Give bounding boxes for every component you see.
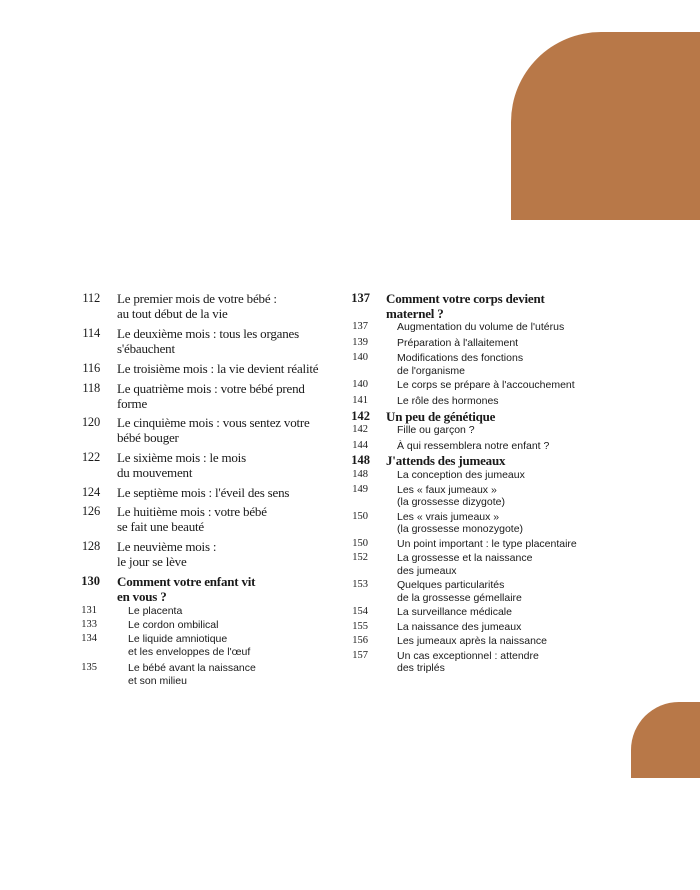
toc-subentry [348, 621, 610, 634]
entry-title-line: Le neuvième mois : [117, 539, 217, 554]
entry-title-line: en vous ? [117, 589, 167, 604]
entry-title [397, 424, 610, 437]
entry-title-line: Le sixième mois : le mois [117, 450, 246, 465]
page-number: 112 [82, 291, 100, 305]
toc-subentry [80, 662, 340, 687]
entry-title [397, 552, 610, 577]
entry-title [397, 484, 610, 509]
entry-title-line: Comment votre enfant vit [117, 574, 256, 589]
page-number: 140 [352, 352, 368, 363]
page-number: 130 [81, 574, 100, 588]
page-number: 150 [352, 537, 368, 549]
toc-subentry [348, 606, 610, 619]
page-number: 131 [81, 605, 97, 616]
entry-title [397, 650, 610, 675]
page-number: 137 [352, 321, 368, 332]
page-number: 135 [81, 662, 97, 673]
entry-title [397, 621, 610, 634]
entry-title [117, 291, 340, 321]
page-number: 133 [81, 618, 97, 630]
toc-entry [80, 450, 340, 480]
toc-subentry [348, 635, 610, 648]
page-number: 128 [81, 539, 100, 553]
toc-section-heading [348, 291, 610, 321]
page-number: 140 [352, 379, 368, 390]
toc-entry [80, 539, 340, 569]
entry-title-line: Le bébé avant la naissance [128, 662, 256, 674]
page-number: 114 [82, 326, 100, 340]
entry-title-line: Le cordon ombilical [128, 618, 219, 631]
toc-subentry [348, 579, 610, 604]
entry-title [386, 291, 610, 321]
toc-subentry [348, 352, 610, 377]
page-number: 142 [351, 409, 370, 423]
entry-title-line: Le placenta [128, 605, 183, 617]
entry-title [128, 605, 340, 618]
entry-title [128, 619, 340, 632]
entry-title [397, 579, 610, 604]
decorative-tab-bottom [631, 702, 700, 778]
entry-title-line: Le cinquième mois : vous sentez votre [117, 415, 310, 430]
entry-title-line: et son milieu [128, 674, 187, 687]
toc-entry [80, 291, 340, 321]
page-number: 152 [352, 552, 368, 563]
decorative-tab-top [511, 32, 700, 220]
entry-title [397, 440, 610, 453]
entry-title-line: À qui ressemblera notre enfant ? [397, 439, 550, 452]
page-number: 122 [81, 450, 100, 464]
entry-title [117, 381, 340, 411]
page-number: 157 [352, 649, 368, 661]
entry-title [397, 395, 610, 408]
toc-subentry [348, 469, 610, 482]
toc-entry [80, 415, 340, 445]
entry-title [386, 453, 610, 468]
entry-title-line: maternel ? [386, 306, 444, 321]
toc-section-heading [80, 574, 340, 604]
page-number: 126 [81, 504, 100, 518]
entry-title-line: et les enveloppes de l'œuf [128, 645, 251, 658]
entry-title [397, 337, 610, 350]
toc-section-heading [348, 409, 610, 424]
entry-title [397, 352, 610, 377]
entry-title-line: se fait une beauté [117, 519, 204, 534]
entry-title-line: le jour se lève [117, 554, 187, 569]
page-number: 124 [81, 485, 100, 499]
entry-title [397, 538, 610, 551]
entry-title [117, 450, 340, 480]
entry-title-line: forme [117, 396, 148, 411]
entry-title [397, 606, 610, 619]
page-number: 137 [351, 291, 370, 305]
entry-title [397, 321, 610, 334]
page-number: 148 [352, 469, 368, 480]
entry-title [117, 415, 340, 445]
toc-subentry [348, 379, 610, 392]
page-number: 148 [351, 453, 370, 467]
entry-title-line: du mouvement [117, 465, 193, 480]
entry-title-line: bébé bouger [117, 430, 179, 445]
entry-title [117, 361, 340, 376]
toc-left-column [80, 291, 340, 687]
entry-title [128, 633, 340, 658]
entry-title-line: Augmentation du volume de l'utérus [397, 321, 565, 333]
entry-title-line: La naissance des jumeaux [397, 620, 522, 633]
page-number: 118 [82, 381, 100, 395]
entry-title-line: Le quatrième mois : votre bébé prend [117, 381, 305, 396]
toc-subentry [348, 321, 610, 334]
entry-title [128, 662, 340, 687]
entry-title-line: La surveillance médicale [397, 606, 512, 618]
page-number: 153 [352, 579, 368, 590]
entry-title-line: Un point important : le type placentaire [397, 537, 577, 550]
entry-title-line: Les jumeaux après la naissance [397, 635, 548, 647]
entry-title-line: Le liquide amniotique [128, 633, 228, 645]
page-number: 142 [352, 424, 368, 435]
toc-entry [80, 485, 340, 500]
toc-entry [80, 381, 340, 411]
entry-title-line: Le deuxième mois : tous les organes [117, 326, 299, 341]
toc-subentry [348, 511, 610, 536]
entry-title-line: de la grossesse gémellaire [397, 591, 522, 604]
page-number: 144 [352, 439, 368, 451]
entry-title-line: Les « faux jumeaux » [397, 483, 497, 496]
toc-subentry [348, 337, 610, 350]
entry-title-line: Un cas exceptionnel : attendre [397, 649, 539, 662]
page-number: 154 [352, 606, 368, 617]
page-number: 120 [81, 415, 100, 429]
entry-title [397, 379, 610, 392]
entry-title [117, 574, 340, 604]
toc-entry [80, 326, 340, 356]
toc-subentry [80, 605, 340, 618]
entry-title-line: Le corps se prépare à l'accouchement [397, 379, 575, 391]
entry-title-line: des jumeaux [397, 564, 457, 577]
entry-title [397, 635, 610, 648]
toc-subentry [80, 619, 340, 632]
toc-section-heading [348, 453, 610, 468]
entry-title-line: au tout début de la vie [117, 306, 228, 321]
toc-subentry [348, 484, 610, 509]
entry-title-line: La grossesse et la naissance [397, 552, 533, 564]
entry-title-line: Modifications des fonctions [397, 352, 524, 364]
entry-title [117, 326, 340, 356]
page-number: 156 [352, 635, 368, 646]
page-number: 139 [352, 336, 368, 348]
entry-title-line: J'attends des jumeaux [386, 453, 506, 468]
entry-title [386, 409, 610, 424]
entry-title-line: La conception des jumeaux [397, 469, 525, 481]
entry-title-line: Le rôle des hormones [397, 394, 499, 407]
toc-subentry [348, 552, 610, 577]
entry-title-line: Un peu de génétique [386, 409, 496, 424]
page-number: 141 [352, 394, 368, 406]
entry-title-line: Les « vrais jumeaux » [397, 510, 500, 523]
entry-title-line: Le troisième mois : la vie devient réalité [117, 361, 319, 376]
entry-title-line: Le premier mois de votre bébé : [117, 291, 277, 306]
entry-title-line: Comment votre corps devient [386, 291, 545, 306]
entry-title-line: des triplés [397, 662, 445, 674]
page-number: 150 [352, 510, 368, 522]
toc-entry [80, 361, 340, 376]
entry-title-line: Quelques particularités [397, 579, 505, 591]
entry-title-line: Fille ou garçon ? [397, 424, 475, 436]
entry-title-line: s'ébauchent [117, 341, 175, 356]
toc-subentry [348, 538, 610, 551]
toc-subentry [348, 440, 610, 453]
entry-title-line: (la grossesse dizygote) [397, 496, 505, 508]
entry-title [117, 485, 340, 500]
entry-title-line: de l'organisme [397, 364, 465, 377]
toc-subentry [348, 395, 610, 408]
entry-title [117, 539, 340, 569]
page-number: 149 [352, 483, 368, 495]
entry-title [397, 469, 610, 482]
page-number: 134 [81, 633, 97, 644]
toc-right-column [348, 291, 610, 675]
entry-title [397, 511, 610, 536]
toc-subentry [348, 424, 610, 437]
toc-subentry [80, 633, 340, 658]
entry-title-line: Le huitième mois : votre bébé [117, 504, 267, 519]
toc-entry [80, 504, 340, 534]
toc-subentry [348, 650, 610, 675]
page-number: 155 [352, 620, 368, 632]
page-number: 116 [82, 361, 100, 375]
entry-title-line: (la grossesse monozygote) [397, 523, 524, 535]
entry-title-line: Le septième mois : l'éveil des sens [117, 485, 290, 500]
entry-title-line: Préparation à l'allaitement [397, 336, 519, 349]
entry-title [117, 504, 340, 534]
